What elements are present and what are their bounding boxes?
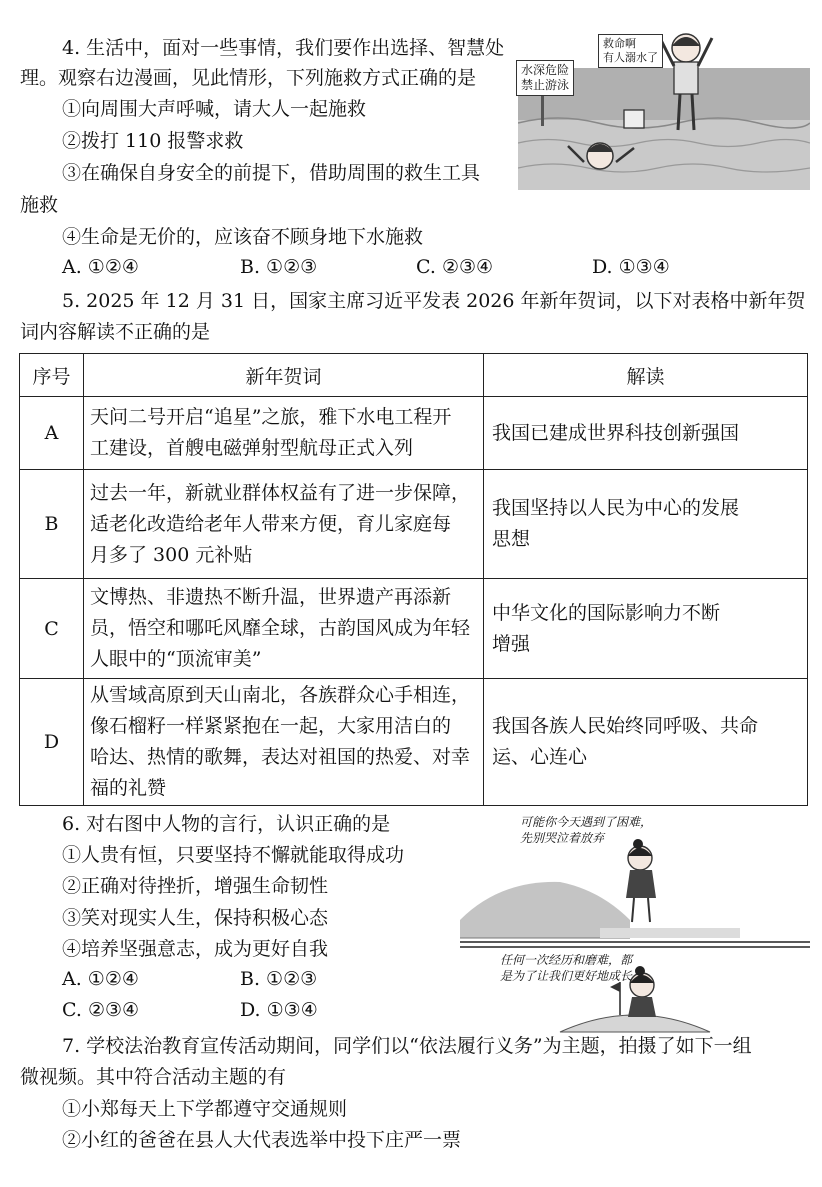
q5-row-text <box>84 470 484 579</box>
q5-explain-line: 我国坚持以人民为中心的发展 <box>492 497 740 519</box>
q4-warning-sign <box>516 60 574 96</box>
q5-row-text <box>84 579 484 679</box>
q6-options-row1 <box>62 968 317 990</box>
q6-options-row2 <box>62 999 318 1021</box>
q5-text-line: 人眼中的“顶流审美” <box>90 648 262 670</box>
q6-bottom-caption <box>500 952 632 984</box>
q4-options <box>62 256 670 278</box>
q5-text-line: 月多了 300 元补贴 <box>90 543 253 566</box>
q6-bottom-caption-line1: 任何一次经历和磨难，都 <box>500 953 633 967</box>
q5-explain-line: 中华文化的国际影响力不断 <box>492 601 721 624</box>
q5-text-line: 从雪域高原到天山南北，各族群众心手相连， <box>90 684 471 706</box>
q5-text-line: 哈达、热情的歌舞，表达对祖国的热爱、对幸 <box>90 746 471 768</box>
q5-header-text: 新年贺词 <box>84 354 484 397</box>
q6-item-3: ③笑对现实人生，保持积极心态 <box>62 907 329 929</box>
q5-text-line: 员，悟空和哪吒风靡全球，古韵国风成为年轻 <box>90 617 471 639</box>
q5-header-row <box>20 354 808 397</box>
q5-explain-line: 思想 <box>492 528 531 550</box>
q7-stem-line1: 7. 学校法治教育宣传活动期间，同学们以“依法履行义务”为主题，拍摄了如下一组 <box>62 1035 752 1057</box>
q5-explain-line: 增强 <box>492 632 531 655</box>
q5-row-id: B <box>20 470 84 579</box>
q5-explain-line: 我国各族人民始终同呼吸、共命 <box>492 715 759 737</box>
q5-row-explain <box>484 397 808 470</box>
q4-item-3: ③在确保自身安全的前提下，借助周围的救生工具 <box>62 162 481 184</box>
q4-option-b: B. ①②③ <box>240 256 318 278</box>
q6-top-caption-line2: 先别哭泣着放弃 <box>520 831 605 845</box>
q4-option-c: C. ②③④ <box>416 256 494 278</box>
q7-item-2: ②小红的爸爸在县人大代表选举中投下庄严一票 <box>62 1129 462 1151</box>
q6-option-d: D. ①③④ <box>240 999 318 1021</box>
q4-item-4: ④生命是无价的，应该奋不顾身地下水施救 <box>62 226 424 248</box>
q4-option-d: D. ①③④ <box>592 256 670 278</box>
q5-header-id: 序号 <box>20 354 84 397</box>
q5-table <box>19 353 808 806</box>
q5-row-d <box>20 679 808 806</box>
q5-row-text <box>84 397 484 470</box>
q4-speech-bubble <box>598 34 663 68</box>
q4-drowning-cartoon <box>518 28 810 190</box>
q4-bubble-line1: 救命啊 <box>603 37 636 50</box>
q5-text-line: 文博热、非遗热不断升温，世界遗产再添新 <box>90 586 452 608</box>
q5-row-id: A <box>20 397 84 470</box>
q5-stem-line2: 词内容解读不正确的是 <box>20 321 211 343</box>
q5-row-explain <box>484 470 808 579</box>
q5-explain-line: 我国已建成世界科技创新强国 <box>492 421 740 444</box>
q6-top-caption-line1: 可能你今天遇到了困难， <box>520 815 653 829</box>
q4-item-1: ①向周围大声呼喊，请大人一起施救 <box>62 98 367 120</box>
q5-text-line: 工建设，首艘电磁弹射型航母正式入列 <box>90 437 414 459</box>
q5-header-explain: 解读 <box>484 354 808 397</box>
q5-row-explain <box>484 679 808 806</box>
q6-perseverance-cartoon <box>460 810 810 1035</box>
q5-text-line: 像石榴籽一样紧紧抱在一起，大家用洁白的 <box>90 715 452 737</box>
q4-cartoon-illustration <box>518 28 810 190</box>
q5-text-line: 适老化改造给老年人带来方便，育儿家庭每 <box>90 512 452 535</box>
q4-sign-line2: 禁止游泳 <box>521 78 570 92</box>
q6-bottom-caption-line2: 是为了让我们更好地成长 <box>500 969 633 983</box>
q4-item-3-cont: 施救 <box>20 194 59 216</box>
q5-row-c <box>20 579 808 679</box>
q4-stem-line1: 4. 生活中，面对一些事情，我们要作出选择、智慧处 <box>62 37 505 59</box>
q6-item-1: ①人贵有恒，只要坚持不懈就能取得成功 <box>62 844 405 866</box>
q4-option-a: A. ①②④ <box>62 256 139 278</box>
q5-explain-line: 运、心连心 <box>492 746 588 768</box>
q7-stem-line2: 微视频。其中符合活动主题的有 <box>20 1066 287 1088</box>
q5-row-id: C <box>20 579 84 679</box>
q4-bubble-line2: 有人溺水了 <box>603 51 658 64</box>
q5-text-line: 天问二号开启“追星”之旅，雅下水电工程开 <box>90 406 452 428</box>
q6-item-4: ④培养坚强意志，成为更好自我 <box>62 938 329 960</box>
q5-text-line: 福的礼赞 <box>90 777 167 799</box>
q6-option-a: A. ①②④ <box>62 968 139 990</box>
q6-option-c: C. ②③④ <box>62 999 140 1021</box>
q5-stem-line1: 5. 2025 年 12 月 31 日，国家主席习近平发表 2026 年新年贺词，以下对表格中新年贺 <box>62 290 806 312</box>
q6-stem: 6. 对右图中人物的言行，认识正确的是 <box>62 813 391 835</box>
q7-item-1: ①小郑每天上下学都遵守交通规则 <box>62 1098 348 1120</box>
q5-row-id: D <box>20 679 84 806</box>
q6-top-caption <box>520 814 652 846</box>
q6-item-2: ②正确对待挫折，增强生命韧性 <box>62 875 329 897</box>
q5-row-b <box>20 470 808 579</box>
q6-option-b: B. ①②③ <box>240 968 318 990</box>
q5-row-a <box>20 397 808 470</box>
q4-sign-line1: 水深危险 <box>521 63 570 77</box>
q4-stem-line2: 理。观察右边漫画，见此情形，下列施救方式正确的是 <box>20 67 477 89</box>
q5-text-line: 过去一年，新就业群体权益有了进一步保障， <box>90 481 471 504</box>
q4-item-2: ②拨打 110 报警求救 <box>62 130 244 152</box>
q5-row-text <box>84 679 484 806</box>
q5-row-explain <box>484 579 808 679</box>
